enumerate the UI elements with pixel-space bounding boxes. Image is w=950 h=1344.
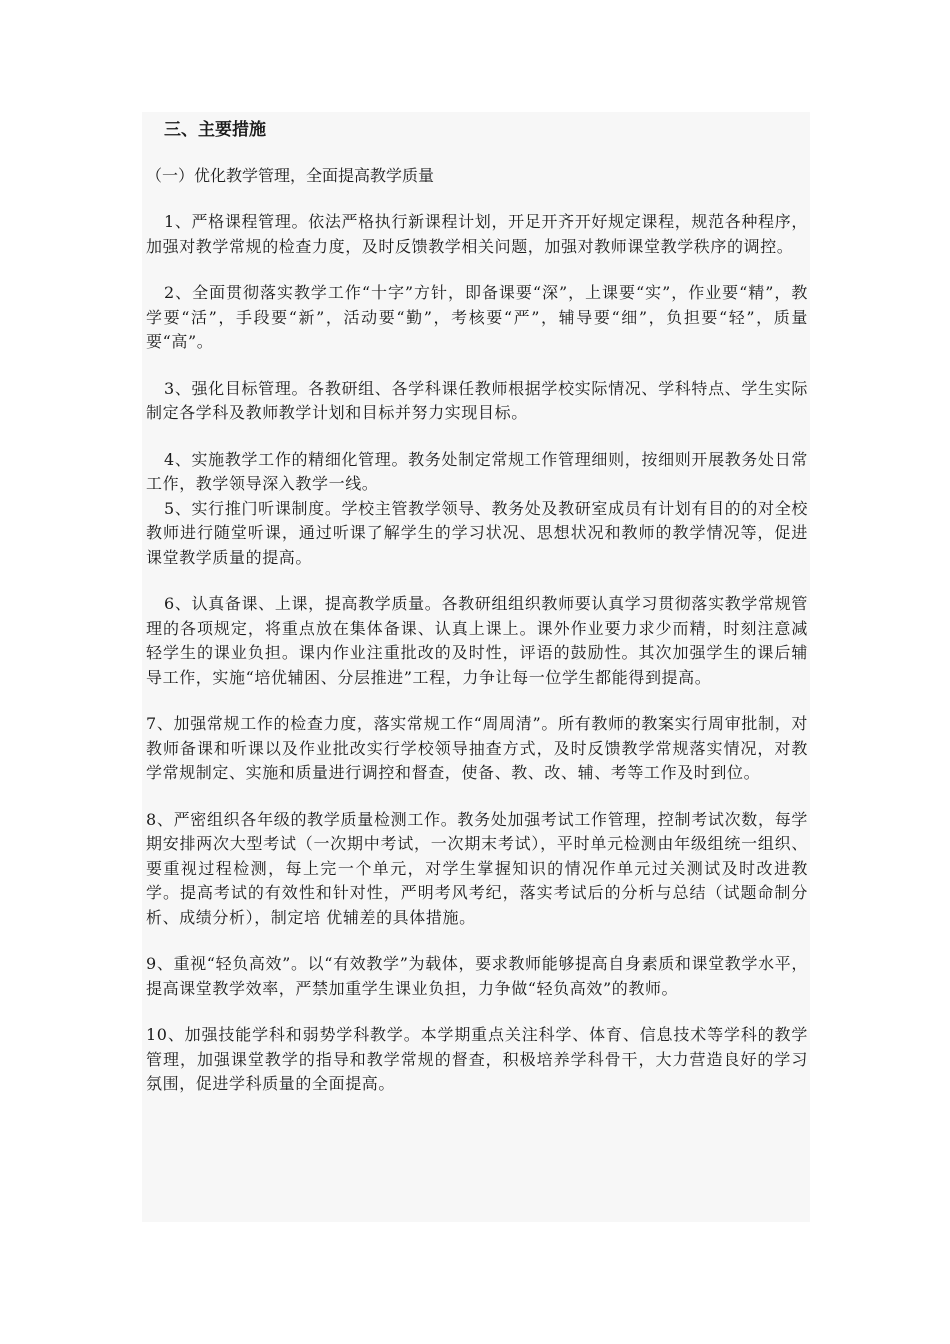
paragraph-9: 9、重视“轻负高效”。以“有效教学”为载体，要求教师能够提高自身素质和课堂教学水平，提高课堂教学效率，严禁加重学生课业负担，力争做“轻负高效”的教师。 [146,954,808,998]
section-heading: 三、主要措施 [164,120,266,140]
paragraph-5: 5、实行推门听课制度。学校主管教学领导、教务处及教研室成员有计划有目的的对全校教师进行随堂听课，通过听课了解学生的学习状况、思想状况和教师的教学情况等，促进课堂教学质量的提高。 [146,498,808,567]
section-subheading: （一）优化教学管理，全面提高教学质量 [146,166,435,185]
paragraph-8: 8、严密组织各年级的教学质量检测工作。教务处加强考试工作管理，控制考试次数，每学期安排两次大型考试（一次期中考试，一次期末考试），平时单元检测由年级组统一组织、要重视过程检测，每上完一个单元，对学生掌握知识的情况作单元过关测试及时改进教学。提高考试的有效性和针对性，严明考风考纪，落实考试后的分析与总结（试题命制分析、成绩分析），制定培 优辅差的具体措施。 [146,809,808,927]
document-body [146,118,808,1119]
paragraph-10: 10、加强技能学科和弱势学科教学。本学期重点关注科学、体育、信息技术等学科的教学管理，加强课堂教学的指导和教学常规的督查，积极培养学科骨干，大力营造良好的学习氛围，促进学科质量的全面提高。 [146,1025,808,1093]
paragraph-1: 1、严格课程管理。依法严格执行新课程计划，开足开齐开好规定课程，规范各种程序，加强对教学常规的检查力度，及时反馈教学相关问题，加强对教师课堂教学秩序的调控。 [146,212,808,256]
paragraph-3: 3、强化目标管理。各教研组、各学科课任教师根据学校实际情况、学科特点、学生实际制定各学科及教师教学计划和目标并努力实现目标。 [146,378,808,422]
paragraph-4: 4、实施教学工作的精细化管理。教务处制定常规工作管理细则，按细则开展教务处日常工作，教学领导深入教学一线。 [146,449,808,493]
paragraph-6: 6、认真备课、上课，提高教学质量。各教研组组织教师要认真学习贯彻落实教学常规管理的各项规定，将重点放在集体备课、认真上课上。课外作业要力求少而精，时刻注意减轻学生的课业负担。课内作业注重批改的及时性，评语的鼓励性。其次加强学生的课后辅导工作，实施“培优辅困、分层推进”工程，力争让每一位学生都能得到提高。 [146,594,808,687]
paragraph-2: 2、全面贯彻落实教学工作“十字”方针，即备课要“深”，上课要“实”，作业要“精”，教学要“活”，手段要“新”，活动要“勤”，考核要“严”，辅导要“细”，负担要“轻”，质量要“高”。 [146,283,808,351]
paragraph-7: 7、加强常规工作的检查力度，落实常规工作“周周清”。所有教师的教案实行周审批制，对教师备课和听课以及作业批改实行学校领导抽查方式，及时反馈教学常规落实情况，对教学常规制定、实施和质量进行调控和督查，使备、教、改、辅、考等工作及时到位。 [146,714,808,782]
